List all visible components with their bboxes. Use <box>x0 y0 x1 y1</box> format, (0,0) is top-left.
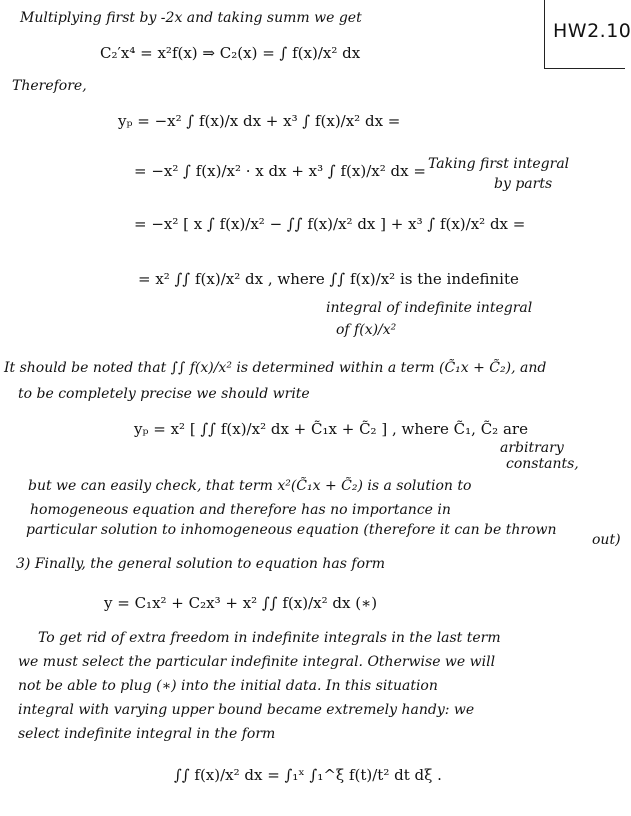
equation-yp-4: = x² ∫∫ f(x)/x² dx , where ∫∫ f(x)/x² is the indefinite <box>138 270 519 288</box>
line-easily-check: but we can easily check, that term x²(C̃₁x + C̃₂) is a solution to <box>28 478 472 494</box>
line-must-select: we must select the particular indefinite integral. Otherwise we will <box>18 654 496 670</box>
line-varying-bound: integral with varying upper bound became extremely handy: we <box>18 702 475 718</box>
equation-yp-3: = −x² [ x ∫ f(x)/x² − ∫∫ f(x)/x² dx ] + x³ ∫ f(x)/x² dx = <box>134 215 526 233</box>
line-finally: 3) Finally, the general solution to equation has form <box>16 556 385 572</box>
line-completely-precise: to be completely precise we should write <box>18 386 310 402</box>
equation-general-solution: y = C₁x² + C₂x³ + x² ∫∫ f(x)/x² dx (∗) <box>104 594 378 612</box>
homework-tag-box <box>544 0 631 69</box>
line-get-rid: To get rid of extra freedom in indefinite integrals in the last term <box>38 630 501 646</box>
note-by-parts-1: Taking first integral <box>428 156 570 172</box>
note-constants: constants, <box>506 456 579 472</box>
line-therefore: Therefore, <box>12 78 87 94</box>
note-indefinite: integral of indefinite integral <box>326 300 533 316</box>
equation-yp-1: yₚ = −x² ∫ f(x)/x dx + x³ ∫ f(x)/x² dx = <box>118 112 401 130</box>
equation-yp-2: = −x² ∫ f(x)/x² · x dx + x³ ∫ f(x)/x² dx = <box>134 162 426 180</box>
line-homogeneous: homogeneous equation and therefore has no importance in <box>30 502 451 518</box>
line-particular: particular solution to inhomogeneous equation (therefore it can be thrown <box>26 522 557 538</box>
line-not-able: not be able to plug (∗) into the initial data. In this situation <box>18 678 438 694</box>
line-select-form: select indefinite integral in the form <box>18 726 276 742</box>
equation-c2: C₂′x⁴ = x²f(x) ⇒ C₂(x) = ∫ f(x)/x² dx <box>100 44 361 62</box>
note-by-parts-2: by parts <box>494 176 553 192</box>
note-of-fx: of f(x)/x² <box>336 322 397 338</box>
line-multiplying: Multiplying first by -2x and taking summ we get <box>20 10 362 26</box>
homework-tag: HW2.10 <box>553 20 631 42</box>
equation-double-integral: ∫∫ f(x)/x² dx = ∫₁ˣ ∫₁^ξ f(t)/t² dt dξ . <box>174 766 442 784</box>
line-should-be-noted: It should be noted that ∫∫ f(x)/x² is determined within a term (C̃₁x + C̃₂), and <box>4 360 547 376</box>
equation-yp-precise: yₚ = x² [ ∫∫ f(x)/x² dx + C̃₁x + C̃₂ ] , where C̃₁, C̃₂ are <box>134 420 528 438</box>
note-arbitrary: arbitrary <box>500 440 564 456</box>
line-out: out) <box>592 532 621 548</box>
